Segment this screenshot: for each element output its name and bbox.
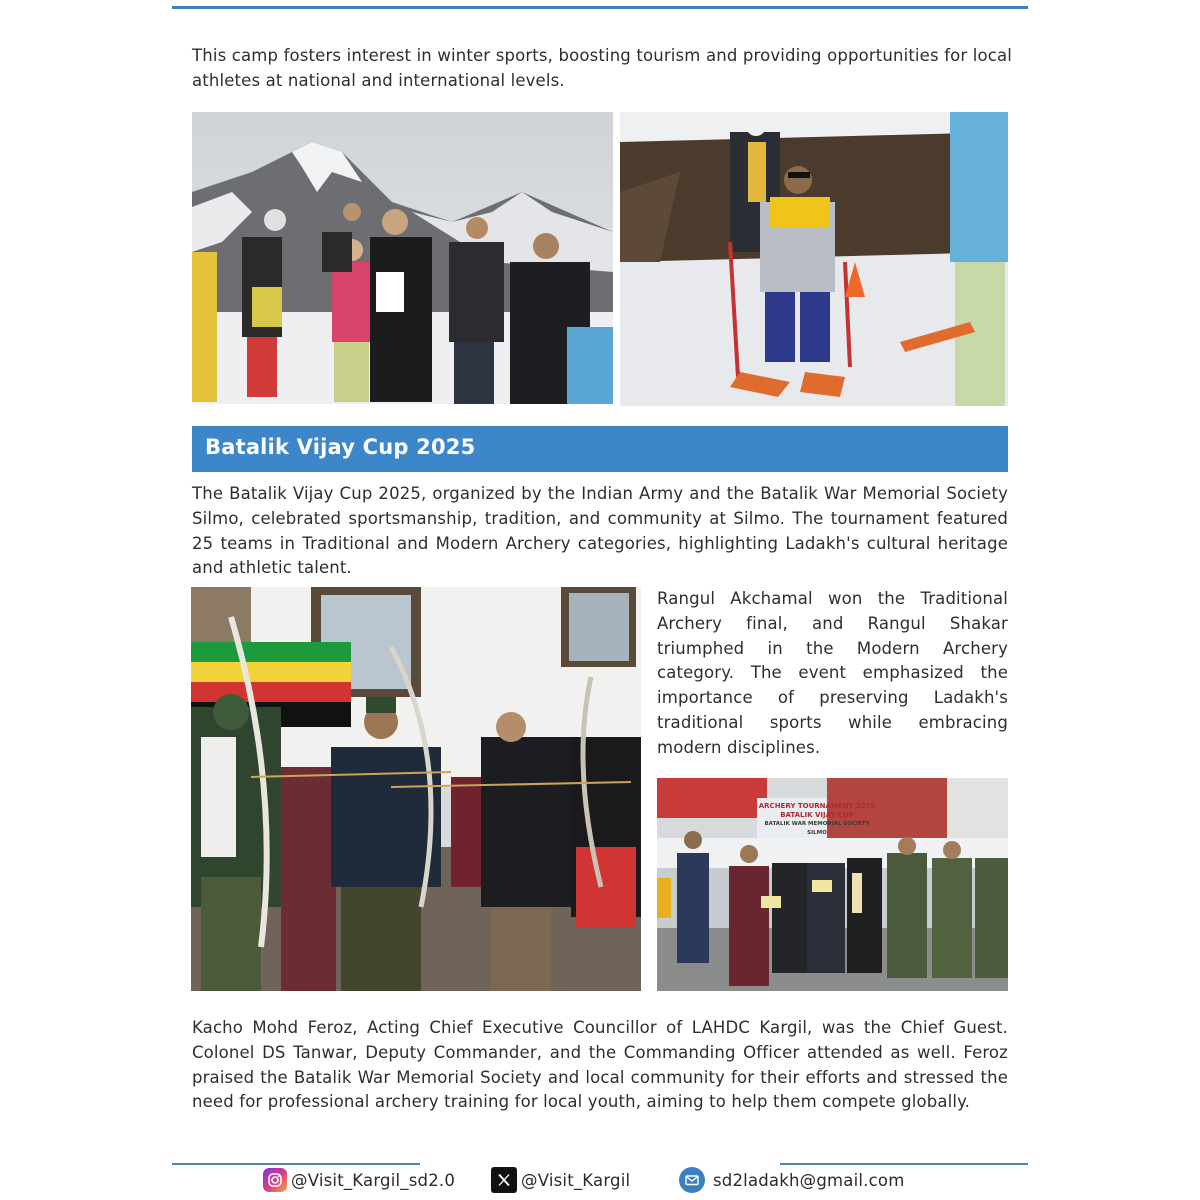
section-description: The Batalik Vijay Cup 2025, organized by the Indian Army and the Batalik War Memorial Society Silmo, celebrated sportsmanship, tradition, and community at Silmo. The tournament featured 25 teams in Traditional and Modern Archery categories, highlighting Ladakh's cultural heritage and athletic talent. (192, 484, 1008, 578)
top-divider (172, 6, 1028, 9)
email-address: sd2ladakh@gmail.com (713, 1170, 905, 1190)
photo-child-skiing (620, 112, 1008, 406)
email-icon (679, 1167, 705, 1193)
x-icon (491, 1167, 517, 1193)
x-handle: @Visit_Kargil (521, 1170, 631, 1190)
photo-banner-text: ARCHERY TOURNAMENT 2025 BATALIK VIJAY CUP BATALIK WAR MEMORIAL SOCIETY SILMO (758, 802, 876, 836)
footer-instagram[interactable] (263, 1168, 455, 1192)
photo-tournament-group (657, 778, 1008, 991)
instagram-icon (263, 1168, 287, 1192)
closing-paragraph: Kacho Mohd Feroz, Acting Chief Executive Councillor of LAHDC Kargil, was the Chief Guest. Colonel DS Tanwar, Deputy Commander, and the Commanding Officer attended as well. Feroz praised the Batalik War Memorial Society and local community for their efforts and stressed the need for professional archery training for local youth, aiming to help them compete globally. (192, 1018, 1008, 1112)
photo-award-ceremony (192, 112, 613, 404)
result-paragraph: Rangul Akchamal won the Traditional Archery final, and Rangul Shakar triumphed in the Modern Archery category. The event emphasized the importance of preserving Ladakh's traditional sports while embracing modern disciplines. (657, 589, 1008, 757)
footer-divider-left (172, 1163, 420, 1165)
footer-divider-right (780, 1163, 1028, 1165)
intro-paragraph: This camp fosters interest in winter sports, boosting tourism and providing opportunities for local athletes at national and international levels. (192, 46, 1012, 90)
footer-email[interactable] (679, 1168, 904, 1192)
section-banner (192, 426, 1008, 472)
instagram-handle: @Visit_Kargil_sd2.0 (291, 1170, 456, 1190)
footer-x[interactable] (491, 1168, 630, 1192)
section-title: Batalik Vijay Cup 2025 (205, 435, 476, 459)
photo-archers (191, 587, 641, 991)
